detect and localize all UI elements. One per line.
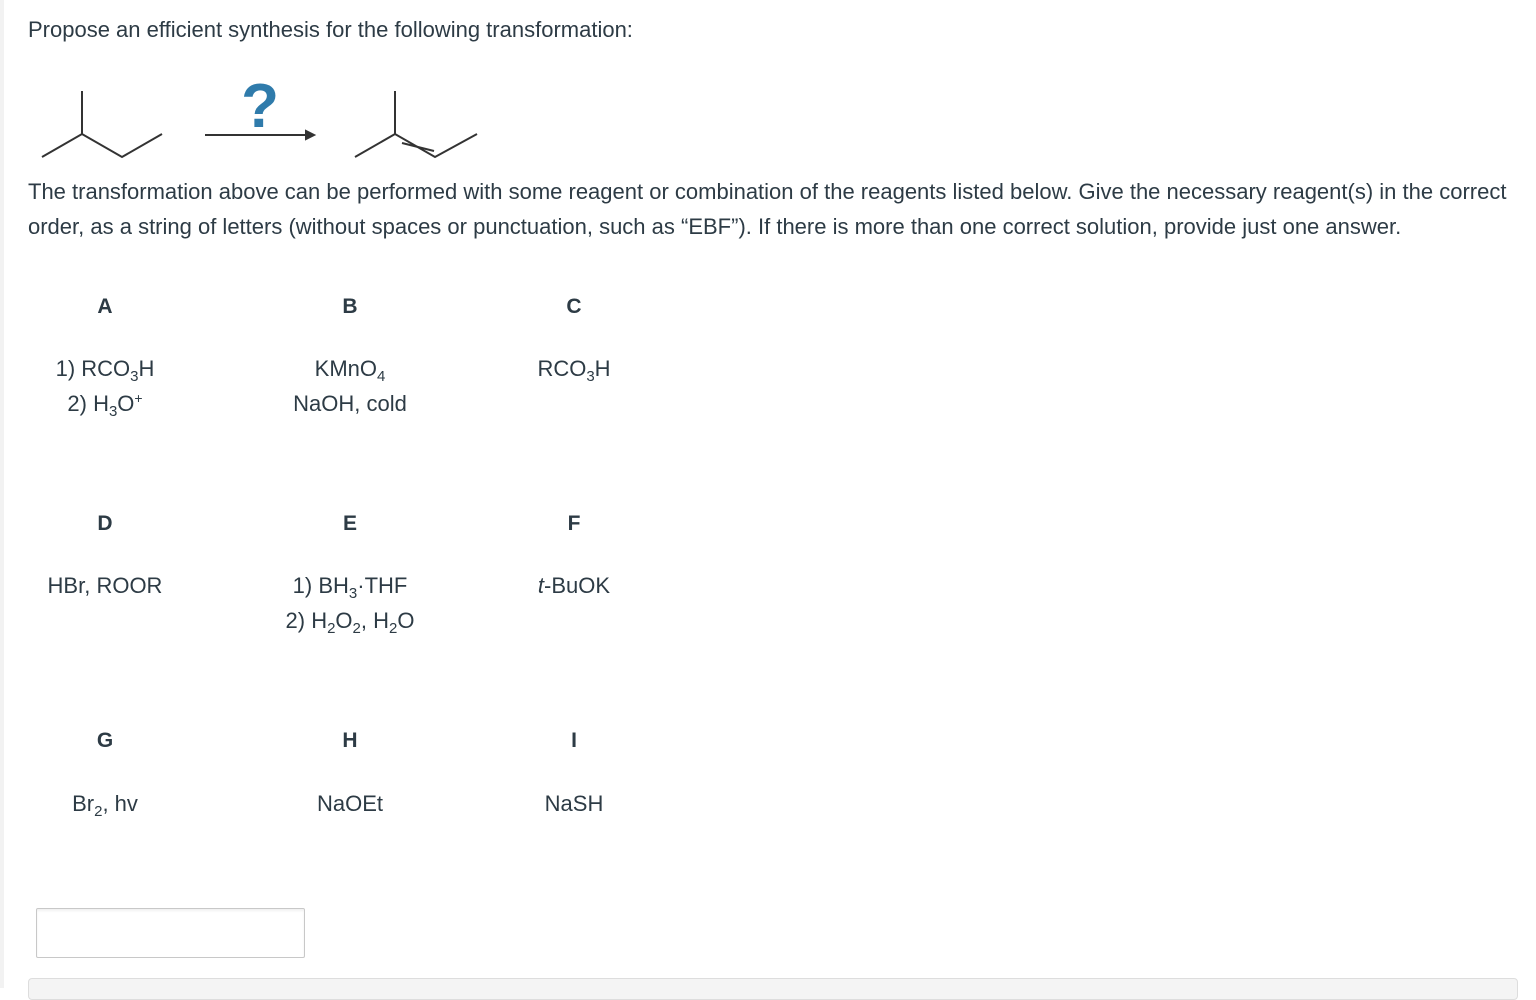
- reagent-text: H: [594, 356, 611, 381]
- reagent-text: 4: [377, 368, 386, 385]
- answer-input[interactable]: [36, 908, 305, 958]
- reagent-a: [0, 351, 225, 421]
- reagent-f: [454, 568, 694, 603]
- reagent-text: 2: [327, 620, 336, 637]
- reagent-line: [230, 603, 470, 638]
- reagent-text: 2) H: [67, 391, 109, 416]
- instructions: The transformation above can be performed with some reagent or combination of the reagents listed below. Give the necessary reagent(s) in the correct order, as a string of letters (without spaces or punctuation, such as “EBF”). If there is more than one correct solution, provide just one answer.: [28, 179, 1507, 239]
- reagent-line: [230, 786, 470, 821]
- reagent-letter-d: D: [97, 512, 113, 535]
- reagent-text: 1) BH: [292, 573, 349, 598]
- reagent-text: O: [397, 608, 415, 633]
- reagent-letter-c: C: [566, 295, 582, 318]
- reagent-text: -BuOK: [544, 573, 611, 598]
- reagent-letter-a: A: [97, 295, 113, 318]
- reagent-letter-i: I: [571, 729, 577, 752]
- reagent-text: NaOEt: [316, 791, 384, 816]
- reagent-g: [0, 786, 225, 821]
- reagent-text: 3: [586, 368, 595, 385]
- reagent-line: [230, 351, 470, 386]
- reagent-text: t: [537, 573, 545, 598]
- reagent-letter-e: E: [342, 512, 357, 535]
- reagent-letter-b: B: [342, 295, 358, 318]
- reagent-text: 1) RCO: [55, 356, 131, 381]
- reagent-text: ·THF: [357, 573, 408, 598]
- question-text: Propose an efficient synthesis for the following transformation:: [28, 17, 633, 42]
- reagent-line: [230, 386, 470, 421]
- reagent-text: HBr, ROOR: [47, 573, 163, 598]
- product-2-methyl-2-butene: [355, 91, 477, 157]
- reagent-line: [230, 568, 470, 603]
- reagent-line: [454, 568, 694, 603]
- reagent-text: Br: [72, 791, 95, 816]
- reagent-text: 2: [352, 620, 361, 637]
- reagent-text: , H: [360, 608, 390, 633]
- reaction-scheme: [30, 55, 490, 165]
- reagent-letter-h: H: [342, 729, 358, 752]
- reagent-text: RCO: [537, 356, 587, 381]
- reagent-text: O: [117, 391, 135, 416]
- reagent-b: [230, 351, 470, 421]
- reagent-letter-g: G: [96, 729, 114, 752]
- reagent-text: +: [134, 390, 143, 406]
- reagent-line: [0, 786, 225, 821]
- starting-material-2-methylbutane: [42, 91, 162, 157]
- reagent-text: 3: [108, 403, 118, 420]
- reagent-i: [454, 786, 694, 821]
- reagent-text: NaOH, cold: [293, 391, 407, 416]
- reagent-h: [230, 786, 470, 821]
- question-mark-icon: ?: [241, 72, 279, 141]
- reagent-line: [0, 568, 225, 603]
- reagent-e: [230, 568, 470, 638]
- reagent-text: KMnO: [314, 356, 377, 381]
- reagent-line: [454, 786, 694, 821]
- reagent-text: 2: [94, 803, 103, 820]
- reagent-text: 3: [130, 368, 139, 385]
- reagent-line: [454, 351, 694, 386]
- reagent-text: 2) H: [285, 608, 328, 633]
- reagent-text: H: [138, 356, 155, 381]
- reagent-text: 3: [348, 585, 358, 602]
- reagent-line: [0, 386, 225, 421]
- footer-bar: [28, 978, 1518, 1000]
- reagent-text: 2: [389, 620, 398, 637]
- reagent-line: [0, 351, 225, 386]
- left-border: [0, 0, 4, 988]
- reagent-c: [454, 351, 694, 386]
- reagent-text: NaSH: [544, 791, 604, 816]
- reagent-d: [0, 568, 225, 603]
- reagent-text: , hv: [102, 791, 138, 816]
- reagent-text: O: [335, 608, 353, 633]
- reagent-letter-f: F: [567, 512, 581, 535]
